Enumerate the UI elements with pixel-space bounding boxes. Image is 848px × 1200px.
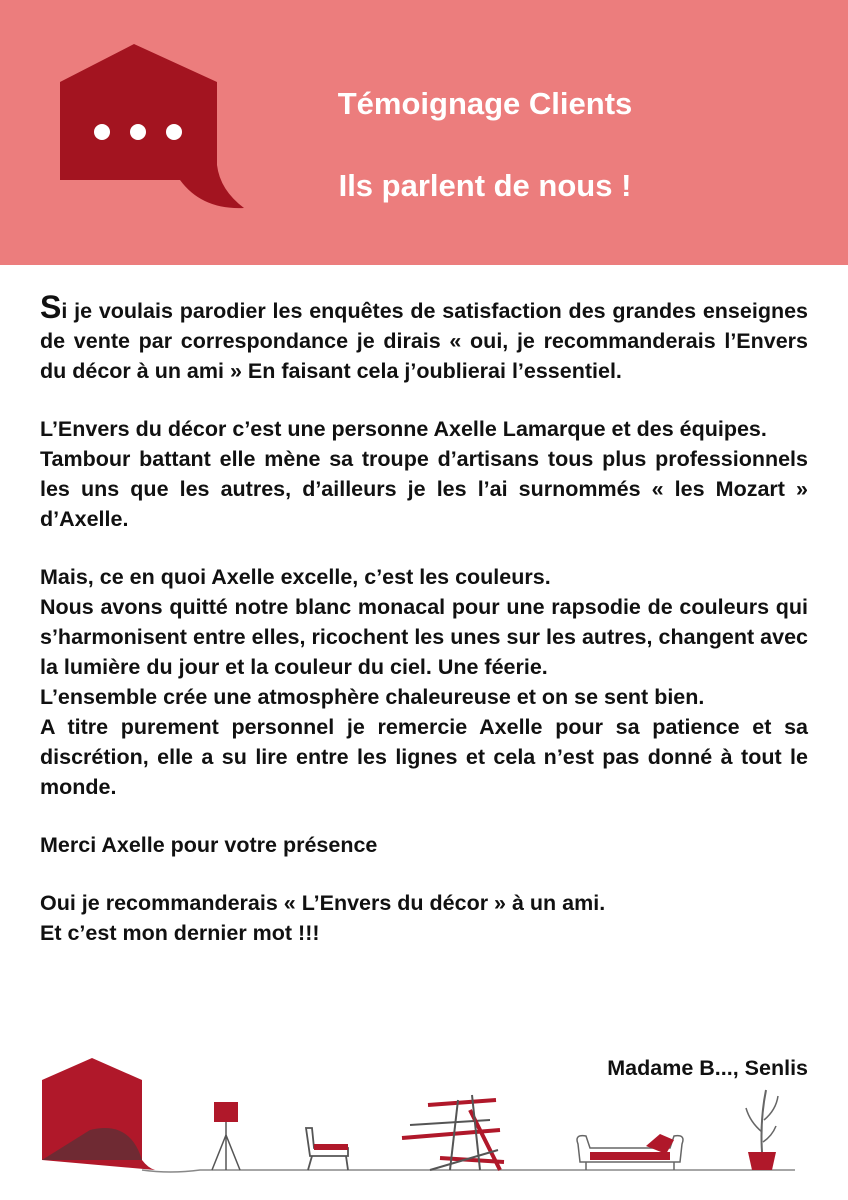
testimonial-paragraph: Et c’est mon dernier mot !!! bbox=[40, 921, 320, 945]
testimonial-paragraph: Tambour battant elle mène sa troupe d’artisans tous plus professionnels les uns que les autres, d’ailleurs je les l’ai surnommés « les Mozart » d’Axelle. bbox=[40, 447, 808, 531]
sticks-sculpture-icon bbox=[402, 1095, 504, 1170]
testimonial-paragraph: Nous avons quitté notre blanc monacal pour une rapsodie de couleurs qui s’harmonisent entre elles, ricochent les unes sur les autres, changent avec la lumière du jour et la couleur du ciel. Une féerie. bbox=[40, 595, 808, 679]
testimonial-paragraph: Mais, ce en quoi Axelle excelle, c’est les couleurs. bbox=[40, 565, 551, 589]
sofa-icon bbox=[577, 1134, 683, 1170]
intro-text: i je voulais parodier les enquêtes de satisfaction des grandes enseignes de vente par correspondance je dirais « oui, je recommanderais l’Envers du décor à un ami » En faisant cela j’oublierai l’essentiel. bbox=[40, 299, 808, 383]
header-banner bbox=[0, 0, 848, 265]
page-title: Témoignage Clients bbox=[337, 86, 633, 121]
testimonial-paragraph: Merci Axelle pour votre présence bbox=[40, 833, 378, 857]
signature: Madame B..., Senlis bbox=[607, 1056, 808, 1080]
testimonial-paragraph: L’ensemble crée une atmosphère chaleureuse et on se sent bien. bbox=[40, 685, 705, 709]
armchair-icon bbox=[306, 1128, 348, 1170]
testimonial-paragraph: A titre purement personnel je remercie Axelle pour sa patience et sa discrétion, elle a su lire entre les lignes et cela n’est pas donné à tout le monde. bbox=[40, 715, 808, 799]
floor-lamp-icon bbox=[212, 1102, 240, 1170]
drop-cap: S bbox=[40, 289, 62, 325]
testimonial-body bbox=[40, 289, 808, 948]
testimonial-paragraph-intro bbox=[40, 289, 808, 386]
house-icon bbox=[42, 1058, 155, 1170]
speech-house-icon bbox=[52, 40, 252, 215]
testimonial-paragraph: L’Envers du décor c’est une personne Axelle Lamarque et des équipes. bbox=[40, 417, 767, 441]
potted-plant-icon bbox=[746, 1090, 778, 1170]
footer-illustration bbox=[30, 1050, 820, 1200]
testimonial-paragraph: Oui je recommanderais « L’Envers du décor » à un ami. bbox=[40, 891, 606, 915]
page-subtitle: Ils parlent de nous ! bbox=[338, 168, 632, 203]
